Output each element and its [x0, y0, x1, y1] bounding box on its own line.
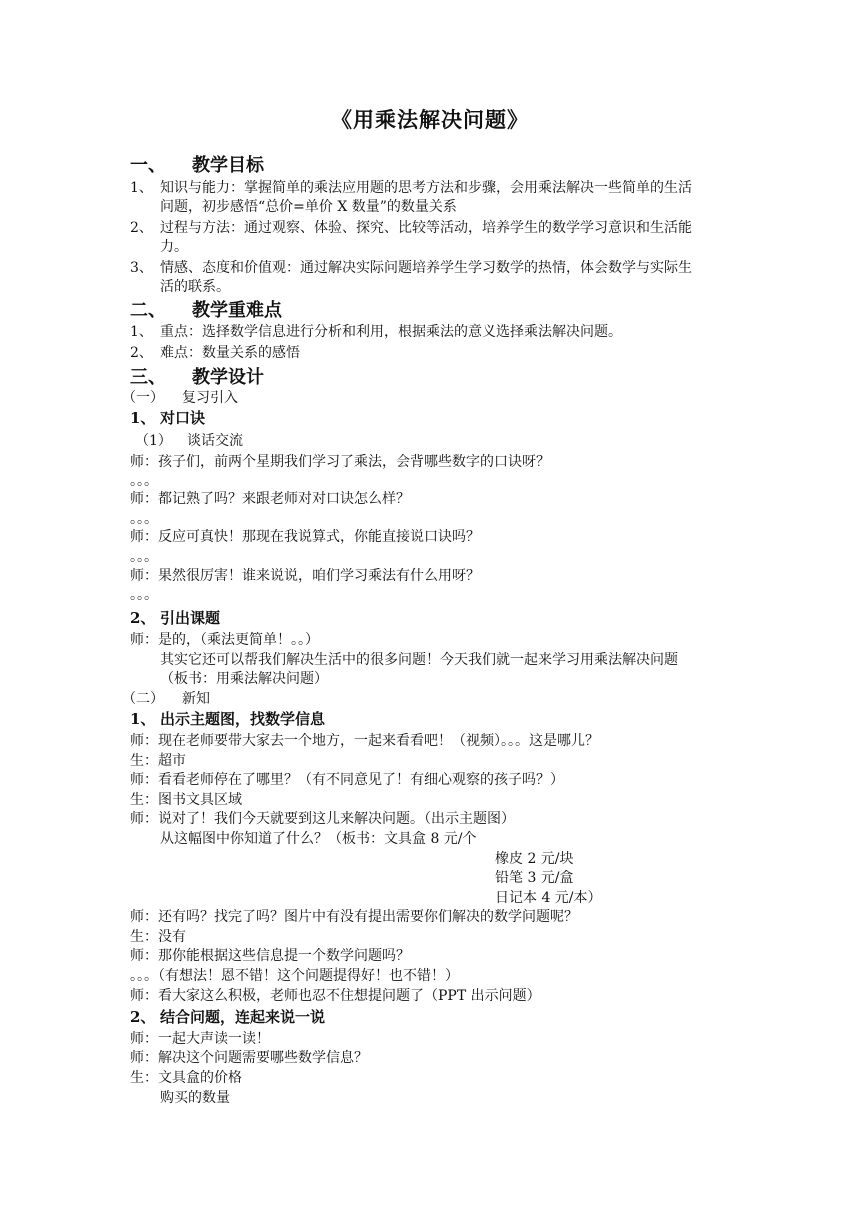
key-point-item-2	[130, 344, 300, 362]
section-number: 一、	[130, 155, 166, 176]
board-item: 铅笔 3 元/盒	[495, 870, 574, 886]
step-number: 1、	[130, 710, 156, 728]
dialogue-line: 师：果然很厉害！谁来说说，咱们学习乘法有什么用呀？	[130, 568, 480, 584]
dialogue-line: 师：还有吗？找完了吗？图片中有没有提出需要你们解决的数学问题呢？	[130, 909, 578, 925]
dialogue-line: 生：文具盒的价格	[130, 1070, 242, 1086]
board-item: 橡皮 2 元/块	[495, 851, 574, 867]
objective-item-2-continued: 力。	[160, 239, 188, 255]
dialogue-line: 生：图书文具区域	[130, 792, 242, 808]
part-title: 复习引入	[182, 390, 238, 406]
item-text: 重点：选择数学信息进行分析和利用，根据乘法的意义选择乘法解决问题。	[160, 324, 622, 340]
section-heading-design	[130, 367, 264, 389]
dialogue-line: 师：说对了！我们今天就要到这儿来解决问题。（出示主题图）	[130, 811, 515, 827]
dialogue-line: 师：一起大声读一读！	[130, 1031, 270, 1047]
ellipsis-line: 。。。	[130, 587, 158, 603]
step-heading-combine	[130, 1008, 325, 1026]
dialogue-line: 师：反应可真快！那现在我说算式，你能直接说口诀吗？	[130, 529, 480, 545]
sub-step-heading	[135, 432, 243, 450]
objective-item-1	[130, 179, 692, 197]
part-heading-review	[122, 389, 238, 407]
dialogue-line: 购买的数量	[160, 1090, 230, 1106]
section-number: 三、	[130, 367, 166, 388]
dialogue-line: （板书：用乘法解决问题）	[160, 671, 328, 687]
step-number: 1、	[130, 409, 156, 427]
dialogue-line: 。。。（有想法！恩不错！这个问题提得好！也不错！）	[130, 968, 459, 984]
dialogue-line: 师：孩子们，前两个星期我们学习了乘法，会背哪些数字的口诀呀？	[130, 454, 550, 470]
objective-item-1-continued: 问题，初步感悟“总价=单价 X 数量”的数量关系	[160, 199, 457, 215]
item-number: 2、	[130, 220, 153, 236]
part-heading-new	[122, 690, 210, 708]
item-number: 2、	[130, 345, 153, 361]
item-text: 知识与能力：掌握简单的乘法应用题的思考方法和步骤，会用乘法解决一些简单的生活	[160, 180, 692, 196]
step-heading-theme-picture	[130, 710, 325, 728]
part-number: （二）	[122, 691, 164, 707]
objective-item-3-continued: 活的联系。	[160, 279, 230, 295]
item-text: 情感、态度和价值观：通过解决实际问题培养学生学习数学的热情，体会数学与实际生	[160, 260, 692, 276]
dialogue-line: 师：那你能根据这些信息提一个数学问题吗？	[130, 948, 410, 964]
key-point-item-1	[130, 323, 622, 341]
item-text: 过程与方法：通过观察、体验、探究、比较等活动，培养学生的数学学习意识和生活能	[160, 220, 692, 236]
dialogue-line: 从这幅图中你知道了什么？（板书：文具盒 8 元/个	[160, 831, 477, 847]
ellipsis-line: 。。。	[130, 549, 158, 565]
section-heading-key-points	[130, 300, 282, 322]
sub-step-number: （1）	[135, 433, 172, 449]
dialogue-line: 师：现在老师要带大家去一个地方，一起来看看吧！（视频）。。。这是哪儿？	[130, 733, 599, 749]
section-number: 二、	[130, 300, 166, 321]
dialogue-line: 生：没有	[130, 929, 186, 945]
dialogue-line: 师：看看老师停在了哪里？（有不同意见了！有细心观察的孩子吗？）	[130, 772, 564, 788]
step-title: 结合问题，连起来说一说	[160, 1008, 326, 1026]
item-number: 1、	[130, 324, 153, 340]
document-title: 《用乘法解决问题》	[331, 107, 529, 132]
dialogue-line: 其实它还可以帮我们解决生活中的很多问题！今天我们就一起来学习用乘法解决问题	[160, 652, 678, 668]
board-item: 日记本 4 元/本）	[495, 890, 602, 906]
item-number: 1、	[130, 180, 153, 196]
step-number: 2、	[130, 609, 156, 627]
dialogue-line: 师：都记熟了吗？来跟老师对对口诀怎么样？	[130, 491, 410, 507]
step-heading-chant	[130, 409, 205, 427]
section-heading-objectives	[130, 155, 264, 177]
step-number: 2、	[130, 1008, 156, 1026]
part-title: 新知	[182, 691, 210, 707]
item-text: 难点：数量关系的感悟	[160, 345, 300, 361]
objective-item-2	[130, 219, 692, 237]
dialogue-line: 师：看大家这么积极，老师也忍不住想提问题了（PPT 出示问题）	[130, 988, 541, 1004]
step-title: 出示主题图，找数学信息	[160, 710, 326, 728]
section-title: 教学目标	[192, 155, 264, 176]
dialogue-line: 师：解决这个问题需要哪些数学信息？	[130, 1050, 368, 1066]
item-number: 3、	[130, 260, 153, 276]
step-title: 对口诀	[160, 409, 206, 427]
objective-item-3	[130, 259, 692, 277]
ellipsis-line: 。。。	[130, 473, 158, 489]
dialogue-line: 生：超市	[130, 753, 186, 769]
section-title: 教学重难点	[192, 300, 282, 321]
step-heading-topic	[130, 609, 220, 627]
dialogue-line: 师：是的，（乘法更简单！。。）	[130, 632, 319, 648]
part-number: （一）	[122, 390, 164, 406]
section-title: 教学设计	[192, 367, 264, 388]
step-title: 引出课题	[160, 609, 221, 627]
sub-step-title: 谈话交流	[187, 433, 243, 449]
ellipsis-line: 。。。	[130, 511, 158, 527]
